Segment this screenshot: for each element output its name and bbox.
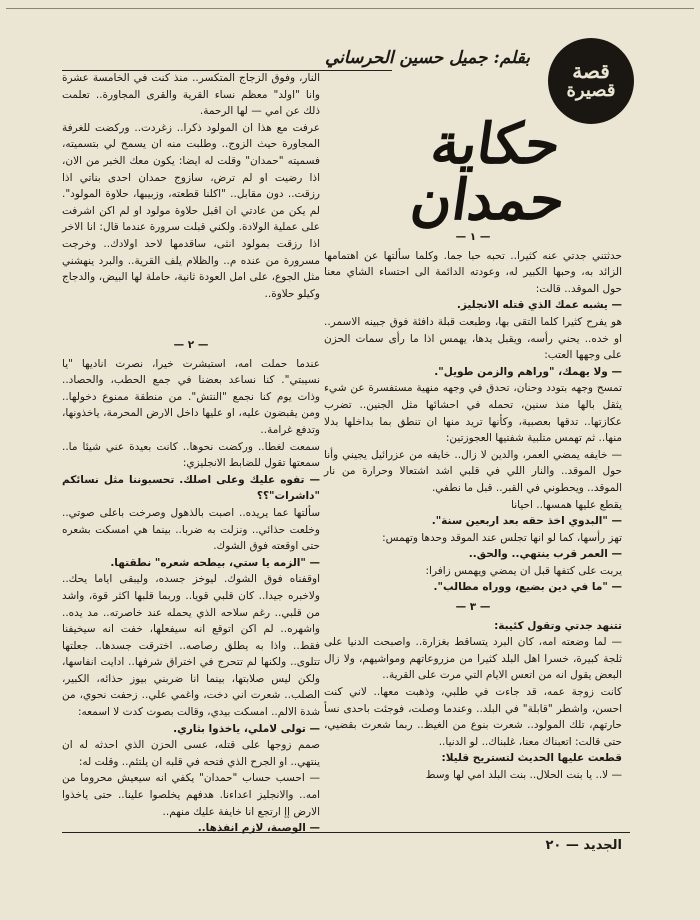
page-footer [545,838,622,853]
paragraph: قطعت عليها الحديث لتستريح قليلا: [441,752,622,765]
paragraph: — يشبه عمك الذي قتله الانجليز. [456,299,622,312]
section-marker-1: — ١ — [455,231,491,243]
paragraph: هو يفرح كثيرا كلما التقى بها، وطبعت قبلة دافئة فوق جبينه الاسمر.. او خده.. يحني رأسه، ويقبل يدها، يهمس اذا ما رأى سمات الحزن على وجهها العتب: [324,315,622,362]
author-byline: بقلم: جميل حسين الحرساني [325,48,530,68]
left-column-top [62,70,320,302]
paragraph: عندما حملت امه، استبشرت خيرا، نصرت اناديها "يا نسيبتي". كنا نساعد بعضنا في جمع الحطب، والحصاد.. وذات يوم كنا نجمع "النتش". من منطقة ممنوع دخولها.. ومن يقبضون عليه، او عليها داخل الارض المحرمة، ياخذونها، وتدفع غرامة.. [62,357,320,436]
paragraph: صمم زوجها على قتله، عسى الحزن الذي احدثه له ان ينتهي.. او الجرح الذي فتحه في قلبه ان يلتئم.. وقلت له: [62,739,320,768]
paragraph: — لا.. يا بنت الحلال.. بنت البلد امي لها وسط [425,769,622,781]
footer-rule [62,832,630,833]
story-title: حكاية حمدان [406,111,570,233]
paragraph: — لما وضعته امه، كان البرد يتساقط بغزارة.. واصبحت الدنيا على ثلجة كبيرة، خسرا اهل البلد كثيرا من مزروعاتهم ومواشيهم، ولا زال البعض يقول انه من اتعس الايام التي مرت على القرية.. [324,636,622,682]
paragraph: سألتها عما يريده.. اصبت بالذهول وصرخت باعلى صوتي.. وخلعت حذائي.. ونزلت به ضربا.. بينما هي امسكت بشعره حتى اوقعته فوق الشوك. [62,506,320,553]
paragraph: حدثتني جدتي عنه كثيرا.. تحبه حبا جما. وكلما سألتها عن اهتمامها الزائد به، وحبها الكبير له، وعودته الدائمة الى احتساء الشاي معنا حول الموقد.. قالت: [324,249,622,295]
paragraph: — احسب حساب "حمدان" يكفي انه سيعيش محروما من امه.. والانجليز اعداءنا. هدفهم يخلصوا علينا.. حتى ياخذوا الارض إإ ارتجع انا خايفة عليك منهم.. [62,772,320,818]
paragraph: تهز رأسها، كما لو انها تجلس عند الموقد وحدها وتهمس: [382,531,622,544]
paragraph: اوقفناه فوق الشوك. ليوخز جسده، وليبقى اياما يحك.. ولاخبره جيدا.. كان قلبي قويا.. وربما قلبها اكثر قوة، واشد من قلبي.. رغم سلاحه الذي يحمله عند خاصرته.. مد يده.. واشهره.. لم اكن اتوقع انه سيفعلها، خفت انه سيخيفنا فقط.. واذا به يطلق رصاصه.. اخترقت جسدها.. جعلتها تتلوى.. ولكنها لم تتحرج في اختراق شرفها.. ادايت انفاسها، ولكن ليس صلابتها، بينما انا ضربني بيوز حذائه، الكبير، الصلب.. شعرت اني دخت، واغمي علي.. زحفت نحوي، من شدة الالم.. امسكت بيدي، وقالت بصوت كدت لا اسمعه: [62,573,320,719]
paragraph: — تولى لاملي، ياخذوا بثاري. [173,722,320,735]
page-number: ٢٠ [545,838,562,853]
badge-line-2: قصيرة [566,80,616,102]
paragraph: — خايفه يمضي العمر، والدين لا زال.. خايفه من عزرائيل يجيني وأنا حول الموقد.. والنار اللي في قلبي اشد اشتعالا وحرارة من نار الموقد.. ويحطوني في القبر.. قبل ما نطفي. [324,448,622,494]
paragraph: يربت على كتفها قبل ان يمضي ويهمس زافرا: [425,564,622,577]
paragraph: عرفت مع هذا ان المولود ذكرا.. زغردت.. وركضت للغرفة المجاورة حيث الزوج.. وطلبت منه ان يسمح لي بتسميته، فسميته "حمدان" وقلت له ايضا: يكون معك الخبر من الان، اذا رضيت او لم ترض، سازوج حمدان احدى بناتي اذا رزقت.. دون مقابل.. "اكلنا قطعته، وزبيبها، حلاوة المولود". لم يكن من عادتي ان اقبل حلاوة مولود او لم اكن اشرفت على عملية الولادة. ولكني قبلت سرورة عندما قال: انا الاخر اذا رزقت بمولود انثى، ساقدمها لاحد اولادك.. وخرجت مسرورة من عنده م.. والظلام يلف القرية.. والبرد ينهشني مثل الجوع، على امل العودة ثانية، حاملة لها البيض، والدجاج وكيلو حلاوة.. [62,121,320,300]
paragraph: — "ما في دين بضيع، ووراه مطالب". [433,581,622,594]
section-marker-3: — ٣ — [455,601,491,614]
left-column-bottom [62,334,320,837]
right-column [324,226,622,784]
paragraph: — العمر قرب ينتهي.. والحق.. [468,548,622,561]
paragraph: تمسح وجهه بتودد وحنان، تحدق في وجهه منهية مستفسرة عن شيء يثقل بالها منذ سنين، تحمله في احشائها مثل الجنين.. تضرب عكازتها.. تدقها بعصبية، وكأنها تريد منها ان تنطق بما بداخلها بدلا منها.. ثم تهمس متلبية شفتيها العجوزتين: [324,382,622,445]
magazine-name: الجديد [583,838,622,853]
paragraph: تتنهد جدتي وتقول كئيبة: [494,619,622,632]
paragraph: — ولا يهمك، "وراهم والزمن طويل". [434,365,622,378]
paragraph: — "البدوي اخذ حقه بعد اربعين سنة". [431,515,622,528]
paragraph: يقطع عليها همسها.. احيانا [511,498,622,511]
top-edge-line [6,8,694,9]
paragraph: — الوصية، لازم انفذها.. [197,822,320,835]
paragraph: — تفوه عليك وعلى اصلك. تحسبوننا مثل نسائكم "داشرات"؟؟ [62,473,320,503]
footer-dash: — [561,838,579,853]
paragraph: النار، وفوق الزجاج المتكسر.. منذ كنت في الخامسة عشرة وانا "اولد" معظم نساء القرية والقرى المجاورة.. تعلمت ذلك عن امي — لها الرحمة. [62,72,320,118]
paragraph: كانت زوجة عمه، قد جاءت في طلبي، وذهبت معها.. لاني كنت احسن، واشطر "قابلة" في البلد.. وعندما وصلت، فوجئت باحدى نسأ حارتهم، تلك المولود.. شعرت بنوع من الغيظ.. ربما شعرت بقضيي، حتى قالت: اتعبناك معنا، غلبناك.. لو الدنيا.. [324,686,622,748]
paragraph: سمعت لغطا.. وركضت نحوها.. كانت بعيدة عني شيئا ما.. سمعتها تقول للضابط الانجليزي: [62,440,320,470]
badge-line-1: قصة [572,59,610,84]
section-marker-2: — ٢ — [173,339,209,351]
paragraph: — "الزمه يا ستي، بيطحه شعره" نطقتها. [110,556,320,569]
